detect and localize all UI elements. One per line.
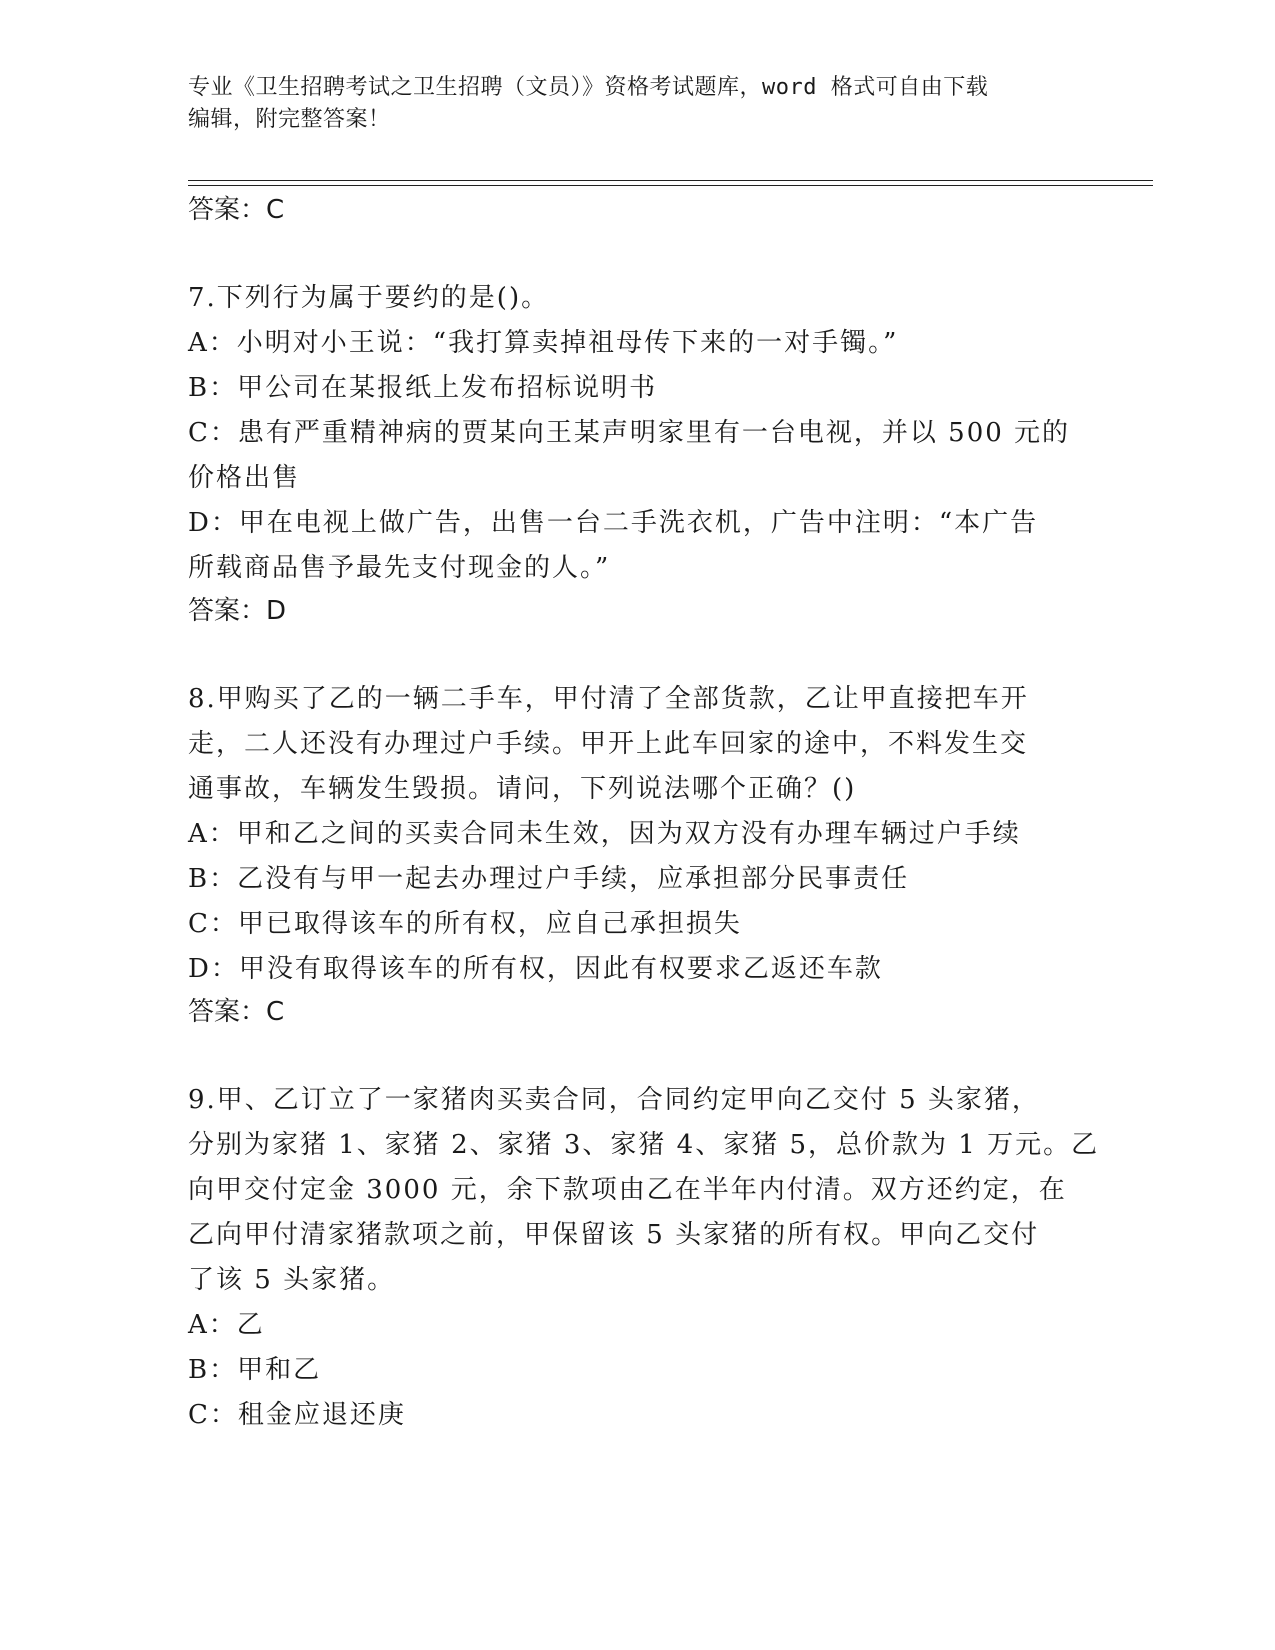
page-header (188, 72, 1088, 136)
option-c: C：租金应退还庚 (188, 1400, 406, 1430)
question-line: 了该 5 头家猪。 (188, 1265, 396, 1295)
question-8 (188, 677, 1088, 1032)
option-d-cont: 所载商品售予最先支付现金的人。” (188, 553, 611, 583)
option-b: B：乙没有与甲一起去办理过户手续，应承担部分民事责任 (188, 864, 910, 894)
option-b: B：甲公司在某报纸上发布招标说明书 (188, 373, 658, 403)
option-c: C：甲已取得该车的所有权，应自己承担损失 (188, 909, 742, 939)
question-line: 通事故，车辆发生毁损。请问，下列说法哪个正确？() (188, 774, 857, 804)
header-line: 编辑，附完整答案！ (188, 107, 391, 132)
option-d: D：甲在电视上做广告，出售一台二手洗衣机，广告中注明：“本广告 (188, 508, 1039, 538)
option-c-cont: 价格出售 (188, 463, 301, 493)
answer-line: 答案：C (188, 997, 285, 1027)
header-divider (188, 185, 1153, 186)
option-d: D：甲没有取得该车的所有权，因此有权要求乙返还车款 (188, 954, 883, 984)
question-content (188, 190, 1100, 1438)
question-line: 乙向甲付清家猪款项之前，甲保留该 5 头家猪的所有权。甲向乙交付 (188, 1220, 1040, 1250)
question-9 (188, 1078, 1100, 1438)
question-line: 8.甲购买了乙的一辆二手车，甲付清了全部货款，乙让甲直接把车开 (188, 684, 1029, 714)
question-7 (188, 276, 1088, 631)
header-line: 专业《卫生招聘考试之卫生招聘（文员）》资格考试题库，word 格式可自由下载 (188, 75, 989, 100)
question-line: 7.下列行为属于要约的是()。 (188, 283, 550, 313)
header-divider (188, 180, 1153, 181)
answer-line: 答案：C (188, 195, 285, 225)
option-a: A：甲和乙之间的买卖合同未生效，因为双方没有办理车辆过户手续 (188, 819, 1021, 849)
question-line: 分别为家猪 1、家猪 2、家猪 3、家猪 4、家猪 5，总价款为 1 万元。乙 (188, 1130, 1100, 1160)
option-b: B：甲和乙 (188, 1355, 322, 1385)
option-a: A：乙 (188, 1310, 265, 1340)
option-c: C：患有严重精神病的贾某向王某声明家里有一台电视，并以 500 元的 (188, 418, 1071, 448)
option-a: A：小明对小王说：“我打算卖掉祖母传下来的一对手镯。” (188, 328, 899, 358)
question-line: 9.甲、乙订立了一家猪肉买卖合同，合同约定甲向乙交付 5 头家猪， (188, 1085, 1040, 1115)
answer-line: 答案：D (188, 596, 287, 626)
question-line: 向甲交付定金 3000 元，余下款项由乙在半年内付清。双方还约定，在 (188, 1175, 1067, 1205)
question-line: 走，二人还没有办理过户手续。甲开上此车回家的途中，不料发生交 (188, 729, 1029, 759)
